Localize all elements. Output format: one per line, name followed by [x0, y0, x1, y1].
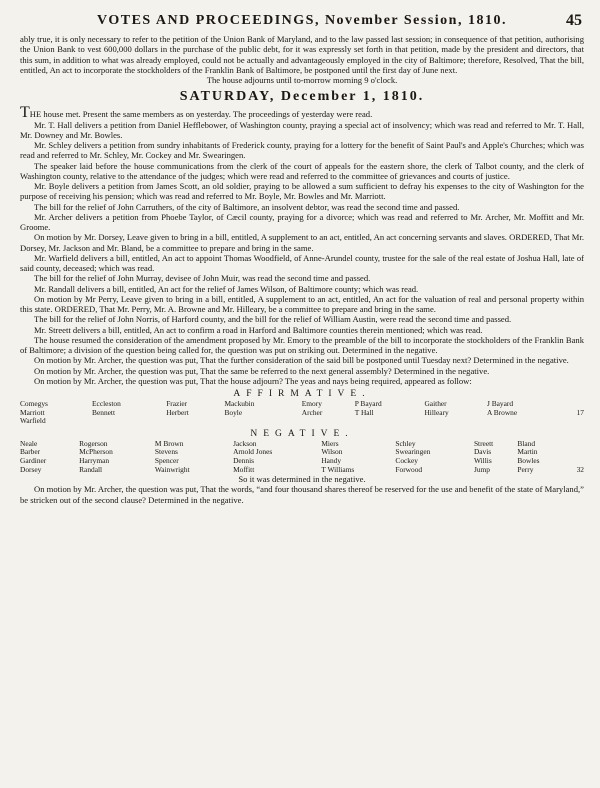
member-name: Randall [79, 464, 103, 474]
member-name: Davis [473, 447, 492, 457]
vote-total: 17 [576, 407, 584, 417]
adjourn-line: The house adjourns until to-morrow morning 9 o'clock. [206, 75, 398, 85]
paragraph: The bill for the relief of John Murray, devisee of John Muir, was read the second time and passed. [34, 273, 371, 284]
member-name: Harryman [79, 455, 110, 465]
member-name: Gaither [424, 399, 447, 408]
member-name: Marriott [20, 407, 45, 417]
member-name: P Bayard [354, 399, 382, 408]
vote-row [20, 417, 584, 426]
paragraph: On motion by Mr Perry, Leave given to bring in a bill, entitled, A supplement to an act, entitled, An act for the valuation of real and personal property within this state. ORDERED, That Mr. Perry, Mr. A. Browne and Mr. Hilleary, be a committee to prepare and bring in the same. [20, 293, 584, 314]
opening-text: HE house met. Present the same members as on yesterday. The proceedings of yesterday were read. [29, 109, 373, 120]
member-name: T Williams [321, 464, 355, 474]
vote-total [567, 440, 584, 449]
member-name: Emory [301, 399, 322, 408]
member-name: Dorsey [20, 464, 42, 474]
member-name: Eccleston [92, 399, 121, 408]
vote-result: So it was determined in the negative. [238, 474, 366, 485]
negative-rows [20, 440, 584, 474]
member-name: Barber [20, 447, 41, 457]
member-name: Perry [517, 464, 534, 474]
negative-heading: NEGATIVE. [250, 428, 354, 439]
member-name: Cockey [395, 455, 418, 465]
opening-paragraph [20, 104, 584, 122]
member-name: Archer [301, 407, 323, 417]
member-name: Comegys [20, 399, 48, 408]
vote-row [20, 457, 584, 466]
member-name: Warfield [20, 416, 46, 426]
paragraph: Mr. Randall delivers a bill, entitled, An act for the relief of James Wilson, of Baltimore county; which was read. [34, 283, 419, 294]
member-name: Dennis [233, 455, 255, 465]
final-paragraph: On motion by Mr. Archer, the question was put, That the words, “and four thousand shares thereof be reserved for the use and benefit of the state of Maryland,” be stricken out of the second clause? Determined in the negative. [20, 484, 584, 505]
member-name: Arnold Jones [233, 447, 273, 457]
vote-total [567, 448, 584, 457]
drop-cap: T [20, 104, 30, 122]
paragraph: The speaker laid before the house communications from the clerk of the court of appeals for the eastern shore, the clerk of Talbot county, and the clerk of Washington county, relative to the attendance of the judges; which were read and referred to the committee of grievances and courts of justice. [20, 160, 584, 181]
member-name: Miers [321, 438, 339, 448]
paragraph: On motion by Mr. Archer, the question was put, That the further consideration of the said bill be postponed until Tuesday next? Determined in the negative. [34, 355, 569, 366]
paragraph: Mr. T. Hall delivers a petition from Daniel Hefflebower, of Washington county, praying a special act of insolvency; which was read and referred to Mr. T. Hall, Mr. Downey and Mr. Bowles. [20, 119, 584, 140]
member-name: M Brown [154, 438, 184, 448]
member-name: Hilleary [424, 407, 449, 417]
paragraph: Mr. Boyle delivers a petition from James Scott, an old soldier, praying to be allowed a sum sufficient to defray his expenses to the city of Washington for the purpose of receiving his pension; which was read and referred to Mr. Boyle, Mr. Bowles and Mr. Marriott. [20, 181, 584, 202]
negative-votes-table [20, 440, 584, 474]
member-name: Moffitt [233, 464, 255, 474]
member-name [487, 417, 565, 426]
member-name: A Browne [486, 407, 518, 417]
paragraph: Mr. Streett delivers a bill, entitled, An act to confirm a road in Harford and Baltimore counties therein mentioned; which was read. [34, 324, 483, 335]
member-name: Bennett [92, 407, 116, 417]
paragraph: Mr. Warfield delivers a bill, entitled, An act to appoint Thomas Woodfield, of Anne-Arundel county, trustee for the sale of the real estate of Joshua Hall, late of said county, deceased; which was read. [20, 252, 584, 273]
member-name: Handy [321, 455, 342, 465]
paragraph: Mr. Schley delivers a petition from sundry inhabitants of Frederick county, praying for a lottery for the benefit of Saint Paul's and Apple's Churches; which was read and referred to Mr. Schley, Mr. Cockey and Mr. Swearingen. [20, 140, 584, 161]
member-name: Swearingen [395, 447, 431, 457]
member-name: Mackubin [224, 399, 255, 408]
vote-total: 32 [576, 464, 584, 474]
member-name [92, 417, 166, 426]
member-name: Jump [473, 464, 490, 474]
member-name: Spencer [154, 455, 179, 465]
member-name: T Hall [354, 407, 374, 417]
paragraph: On motion by Mr. Archer, the question was put, That the same be referred to the next general assembly? Determined in the negative. [34, 365, 490, 376]
member-name: J Bayard [486, 399, 514, 408]
member-name [355, 417, 425, 426]
page-number: 45 [566, 12, 582, 29]
member-name: Wilson [321, 447, 343, 457]
member-name: Neale [20, 438, 38, 448]
member-name: Boyle [224, 407, 243, 417]
paragraph: The house resumed the consideration of the amendment proposed by Mr. Emory to the preamble of the bill to incorporate the stockholders of the Franklin Bank of Baltimore; a division of the question being called for, the question was put on striking out. Determined in the negative. [20, 334, 584, 355]
member-name: Herbert [166, 407, 189, 417]
affirmative-rows [20, 400, 584, 426]
member-name: Jackson [233, 438, 257, 448]
member-name: Willis [473, 455, 492, 465]
member-name: Wainwright [154, 464, 190, 474]
member-name: Martin [517, 447, 538, 457]
vote-row [20, 409, 584, 418]
vote-row [20, 466, 584, 475]
paragraph: The bill for the relief of John Carruthers, of the city of Baltimore, an insolvent debtor, was read the second time and passed. [34, 201, 460, 212]
member-name: Bowles [517, 455, 540, 465]
date-heading: SATURDAY, December 1, 1810. [179, 89, 425, 105]
member-name: Stevens [154, 447, 178, 457]
page-header [20, 8, 584, 34]
paragraph: On motion by Mr. Archer, the question was put, That the house adjourn? The yeas and nays being required, appeared as follow: [34, 375, 472, 386]
paragraph: On motion by Mr. Dorsey, Leave given to bring in a bill, entitled, A supplement to an act, entitled, An act concerning servants and slaves. ORDERED, That Mr. Dorsey, Mr. Jackson and Mr. Bland, be a committee to prepare and bring in the same. [20, 232, 584, 253]
member-name [166, 417, 224, 426]
vote-total [565, 417, 584, 426]
member-name: Streett [473, 438, 494, 448]
member-name: Schley [395, 438, 416, 448]
member-name: Rogerson [79, 438, 108, 448]
paragraph: Mr. Archer delivers a petition from Phoebe Taylor, of Cæcil county, praying for a divorce; which was read and referred to Mr. Archer, Mr. Moffitt and Mr. Groome. [20, 211, 584, 232]
continued-paragraph: ably true, it is only necessary to refer to the petition of the Union Bank of Maryland, and to the law passed last session; in consequence of that petition, authorising the Union Bank to vest 600,000 dollars in the purchase of the public debt, for it was expressly set forth in that petition, made by the president and directors, that this sum, in addition to what was already employed, could not be actually and advantageously employed in the city of Baltimore; therefore, Resolved, That the bill, entitled, An act to incorporate the stockholders of the Franklin Bank of Baltimore, be postponed until the first day of June next. [20, 34, 584, 75]
running-title: VOTES AND PROCEEDINGS, November Session, 1810. [97, 13, 507, 28]
affirmative-votes-table [20, 400, 584, 426]
member-name [224, 417, 301, 426]
affirmative-heading: AFFIRMATIVE. [233, 389, 371, 399]
member-name: McPherson [79, 447, 113, 457]
member-name [424, 417, 487, 426]
paragraph: The bill for the relief of John Norris, of Harford county, and the bill for the relief of William Austin, were read the second time and passed. [34, 314, 512, 325]
member-name: Forwood [395, 464, 423, 474]
member-name: Bland [517, 438, 536, 448]
member-name [302, 417, 355, 426]
member-name: Gardiner [20, 455, 47, 465]
member-name: Frazier [166, 399, 188, 408]
